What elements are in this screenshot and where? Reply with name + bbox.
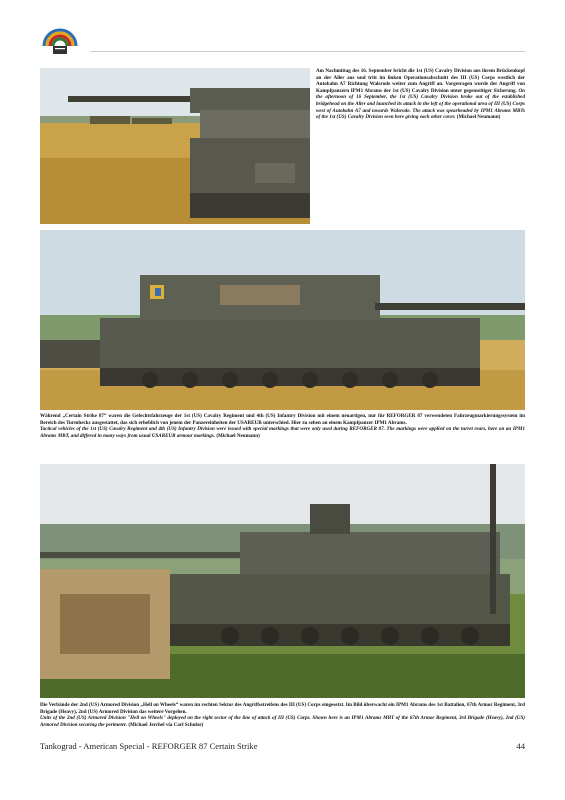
caption-1-english: On the afternoon of 16 September, the 1st (US) Cavalry Division broke out of the established bridgehead on the Aller and launched its attack in the left of the operational area of III (US) Corps west of Autobahn A7 and towards Walsrode. The attack was spearheaded by IPM1 Abrams MBTs of the 1st (US) Cavalry Division seen here giving each other cover. [316, 87, 525, 121]
caption-3 [40, 702, 525, 728]
page-number: 44 [516, 741, 525, 751]
photo-abrams-securing-perimeter [40, 464, 525, 698]
caption-1-credit: (Michael Neumann) [456, 114, 501, 121]
caption-1 [316, 68, 525, 121]
header-rule [90, 51, 525, 52]
caption-3-german: Die Verbände der 2nd (US) Armored Division „Hell on Wheels“ waren im rechten Sektor des Angriffsstreifens des III (US) Corps eingesetzt. Im Bild überwacht ein IPM1 Abrams des 1st Battalion, 67th Armor Regiment, 3rd Brigade (Heavy), 2nd (US) Armored Division das weitere Vorgehen. [40, 702, 525, 715]
caption-2-english: Tactical vehicles of the 1st (US) Cavalry Regiment and 4th (US) Infantry Division were issued with special markings that were only used during REFORGER 87. The markings were applied on the turret rears, here on an IPM1 Abrams MBT, and differed in many ways from usual USAREUR armour markings. [40, 426, 525, 439]
photo-abrams-turret-markings [40, 230, 525, 410]
caption-2-german: Während „Certain Strike 87“ waren die Gefechtsfahrzeuge der 1st (US) Cavalry Regiment und 4th (US) Infantry Division mit einem neuartigen, nur für REFORGER 87 verwendeten Fahrzeugmarkierungssystem im Bereich des Turmhecks ausgestattet, das sich erheblich von jenem der Panzereinheiten der USAREUR unterschied. Hier zu sehen an einem Kampfpanzer IPM1 Abrams. [40, 413, 525, 426]
caption-2-credit: (Michael Neumann) [216, 432, 260, 439]
caption-1-german: Am Nachmittag des 16. September bricht die 1st (US) Cavalry Division aus ihrem Brückenkopf an der Aller aus und tritt im linken Operationsabschnitt des III (US) Corps westlich der Autobahn A7 Richtung Walsrode weiter zum Angriff an. Vorgetragen wurde der Angriff von Kampfpanzern IPM1 Abrams der 1st (US) Cavalry Division unter gegenseitiger Sicherung. [316, 68, 525, 94]
caption-2 [40, 413, 525, 439]
photo-abrams-cornfield-closeup [40, 68, 310, 224]
footer-title: Tankograd - American Special - REFORGER 87 Certain Strike [40, 741, 258, 751]
publisher-logo [40, 24, 80, 56]
caption-3-credit: (Michael Jerchel via Carl Schulze) [128, 721, 204, 728]
caption-3-english: Units of the 2nd (US) Armored Division "Hell on Wheels" deployed on the right sector of the line of attack of III (US) Corps. Shown here is an IPM1 Abrams MBT of the 67th Armor Regiment, 3rd Brigade (Heavy), 2nd (US) Armored Division securing the perimeter. [40, 715, 525, 728]
